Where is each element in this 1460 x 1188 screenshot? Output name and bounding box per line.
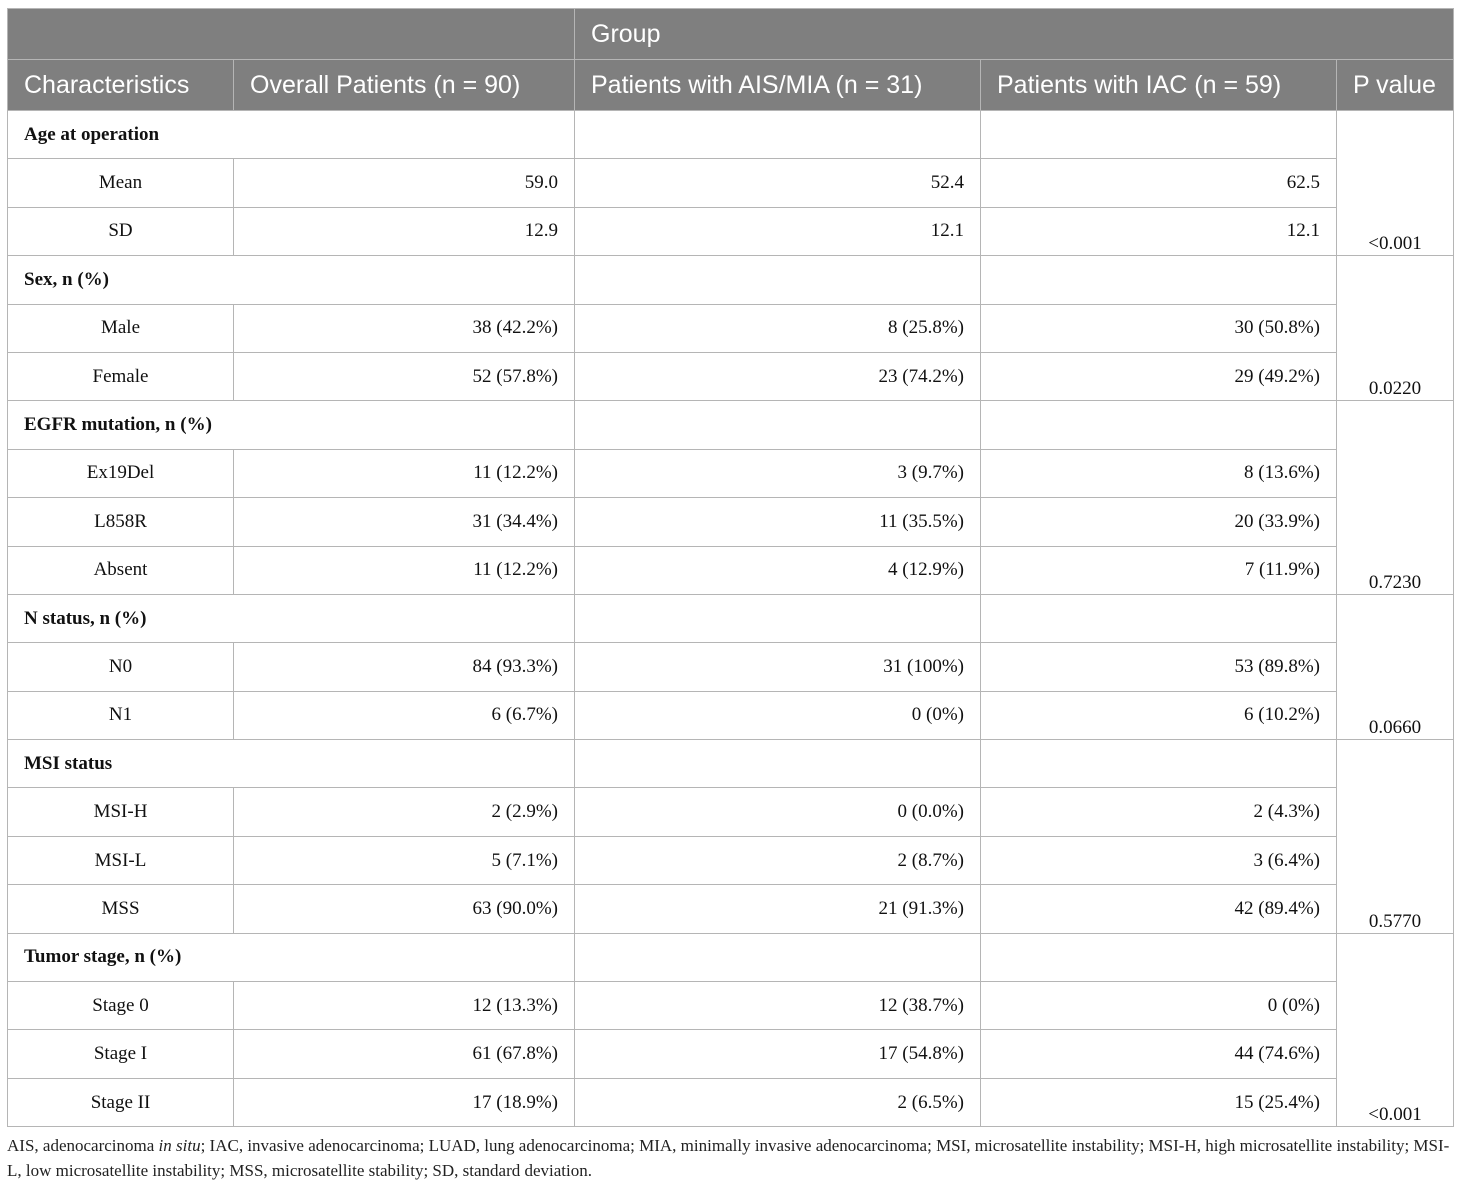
- overall-value-cell: 31 (34.4%): [234, 498, 575, 546]
- row-label: L858R: [8, 498, 234, 546]
- table-row: [8, 1030, 1454, 1078]
- iac-value-cell: 20 (33.9%): [981, 498, 1337, 546]
- ais-mia-value-cell: 8 (25.8%): [575, 304, 981, 352]
- overall-value-cell: 5 (7.1%): [234, 836, 575, 884]
- overall-value-cell: 6 (6.7%): [234, 691, 575, 739]
- empty-cell: [981, 594, 1337, 642]
- empty-cell: [575, 256, 981, 304]
- section-header-row: [8, 594, 1454, 642]
- section-title: Sex, n (%): [8, 256, 575, 304]
- ais-mia-value-cell: 3 (9.7%): [575, 449, 981, 497]
- section-header-row: [8, 256, 1454, 304]
- p-value-cell: 0.5770: [1337, 740, 1454, 934]
- section-header-row: [8, 933, 1454, 981]
- empty-cell: [575, 933, 981, 981]
- ais-mia-value-cell: 11 (35.5%): [575, 498, 981, 546]
- row-label: MSI-L: [8, 836, 234, 884]
- empty-cell: [575, 740, 981, 788]
- empty-cell: [981, 111, 1337, 159]
- section-title: EGFR mutation, n (%): [8, 401, 575, 449]
- row-label: Stage I: [8, 1030, 234, 1078]
- overall-value-cell: 63 (90.0%): [234, 885, 575, 933]
- overall-value-cell: 12 (13.3%): [234, 982, 575, 1030]
- footnote-text-start: AIS, adenocarcinoma: [7, 1136, 159, 1155]
- table-row: [8, 207, 1454, 255]
- iac-value-cell: 42 (89.4%): [981, 885, 1337, 933]
- ais-mia-value-cell: 52.4: [575, 159, 981, 207]
- empty-cell: [981, 933, 1337, 981]
- col-header-characteristics: Characteristics: [8, 60, 234, 111]
- group-header-row: [8, 9, 1454, 60]
- col-header-iac: Patients with IAC (n = 59): [981, 60, 1337, 111]
- iac-value-cell: 3 (6.4%): [981, 836, 1337, 884]
- ais-mia-value-cell: 0 (0.0%): [575, 788, 981, 836]
- table-row: [8, 788, 1454, 836]
- ais-mia-value-cell: 21 (91.3%): [575, 885, 981, 933]
- ais-mia-value-cell: 2 (8.7%): [575, 836, 981, 884]
- row-label: Female: [8, 352, 234, 400]
- row-label: Absent: [8, 546, 234, 594]
- table-row: [8, 982, 1454, 1030]
- row-label: MSS: [8, 885, 234, 933]
- empty-cell: [981, 401, 1337, 449]
- ais-mia-value-cell: 23 (74.2%): [575, 352, 981, 400]
- table-footnote: [7, 1133, 1455, 1183]
- iac-value-cell: 62.5: [981, 159, 1337, 207]
- row-label: Stage 0: [8, 982, 234, 1030]
- p-value-cell: 0.7230: [1337, 401, 1454, 595]
- table-row: [8, 449, 1454, 497]
- iac-value-cell: 0 (0%): [981, 982, 1337, 1030]
- overall-value-cell: 52 (57.8%): [234, 352, 575, 400]
- empty-cell: [575, 594, 981, 642]
- section-title: N status, n (%): [8, 594, 575, 642]
- section-title: Tumor stage, n (%): [8, 933, 575, 981]
- row-label: Male: [8, 304, 234, 352]
- table-row: [8, 159, 1454, 207]
- col-header-p-value: P value: [1337, 60, 1454, 111]
- table-body: [8, 111, 1454, 1127]
- ais-mia-value-cell: 2 (6.5%): [575, 1078, 981, 1126]
- overall-value-cell: 61 (67.8%): [234, 1030, 575, 1078]
- overall-value-cell: 17 (18.9%): [234, 1078, 575, 1126]
- overall-value-cell: 84 (93.3%): [234, 643, 575, 691]
- section-header-row: [8, 401, 1454, 449]
- footnote-text-rest: ; IAC, invasive adenocarcinoma; LUAD, lung adenocarcinoma; MIA, minimally invasive adenocarcinoma; MSI, microsatellite instability; MSI-H, high microsatellite instability; MSI-L, low microsatellite instability; MSS, microsatellite stability; SD, standard deviation.: [7, 1136, 1450, 1180]
- p-value-cell: <0.001: [1337, 111, 1454, 256]
- column-header-row: [8, 60, 1454, 111]
- table-row: [8, 691, 1454, 739]
- empty-cell: [981, 256, 1337, 304]
- table-row: [8, 836, 1454, 884]
- section-title: Age at operation: [8, 111, 575, 159]
- group-header: Group: [575, 9, 1454, 60]
- ais-mia-value-cell: 4 (12.9%): [575, 546, 981, 594]
- row-label: N0: [8, 643, 234, 691]
- header-spacer: [8, 9, 575, 60]
- overall-value-cell: 11 (12.2%): [234, 546, 575, 594]
- row-label: Stage II: [8, 1078, 234, 1126]
- iac-value-cell: 29 (49.2%): [981, 352, 1337, 400]
- table-row: [8, 546, 1454, 594]
- ais-mia-value-cell: 31 (100%): [575, 643, 981, 691]
- table-row: [8, 498, 1454, 546]
- ais-mia-value-cell: 12 (38.7%): [575, 982, 981, 1030]
- table-row: [8, 304, 1454, 352]
- p-value-cell: <0.001: [1337, 933, 1454, 1127]
- row-label: MSI-H: [8, 788, 234, 836]
- col-header-overall: Overall Patients (n = 90): [234, 60, 575, 111]
- overall-value-cell: 38 (42.2%): [234, 304, 575, 352]
- overall-value-cell: 2 (2.9%): [234, 788, 575, 836]
- section-title: MSI status: [8, 740, 575, 788]
- row-label: Mean: [8, 159, 234, 207]
- iac-value-cell: 7 (11.9%): [981, 546, 1337, 594]
- col-header-ais-mia: Patients with AIS/MIA (n = 31): [575, 60, 981, 111]
- row-label: N1: [8, 691, 234, 739]
- ais-mia-value-cell: 12.1: [575, 207, 981, 255]
- overall-value-cell: 11 (12.2%): [234, 449, 575, 497]
- table-row: [8, 643, 1454, 691]
- iac-value-cell: 6 (10.2%): [981, 691, 1337, 739]
- row-label: Ex19Del: [8, 449, 234, 497]
- section-header-row: [8, 740, 1454, 788]
- iac-value-cell: 8 (13.6%): [981, 449, 1337, 497]
- iac-value-cell: 44 (74.6%): [981, 1030, 1337, 1078]
- table-row: [8, 352, 1454, 400]
- p-value-cell: 0.0220: [1337, 256, 1454, 401]
- empty-cell: [981, 740, 1337, 788]
- empty-cell: [575, 401, 981, 449]
- iac-value-cell: 12.1: [981, 207, 1337, 255]
- table-row: [8, 885, 1454, 933]
- iac-value-cell: 30 (50.8%): [981, 304, 1337, 352]
- ais-mia-value-cell: 17 (54.8%): [575, 1030, 981, 1078]
- ais-mia-value-cell: 0 (0%): [575, 691, 981, 739]
- section-header-row: [8, 111, 1454, 159]
- iac-value-cell: 53 (89.8%): [981, 643, 1337, 691]
- p-value-cell: 0.0660: [1337, 594, 1454, 739]
- footnote-italic: in situ: [158, 1136, 201, 1155]
- table-row: [8, 1078, 1454, 1126]
- empty-cell: [575, 111, 981, 159]
- overall-value-cell: 59.0: [234, 159, 575, 207]
- row-label: SD: [8, 207, 234, 255]
- overall-value-cell: 12.9: [234, 207, 575, 255]
- iac-value-cell: 15 (25.4%): [981, 1078, 1337, 1126]
- iac-value-cell: 2 (4.3%): [981, 788, 1337, 836]
- characteristics-table: [7, 8, 1454, 1127]
